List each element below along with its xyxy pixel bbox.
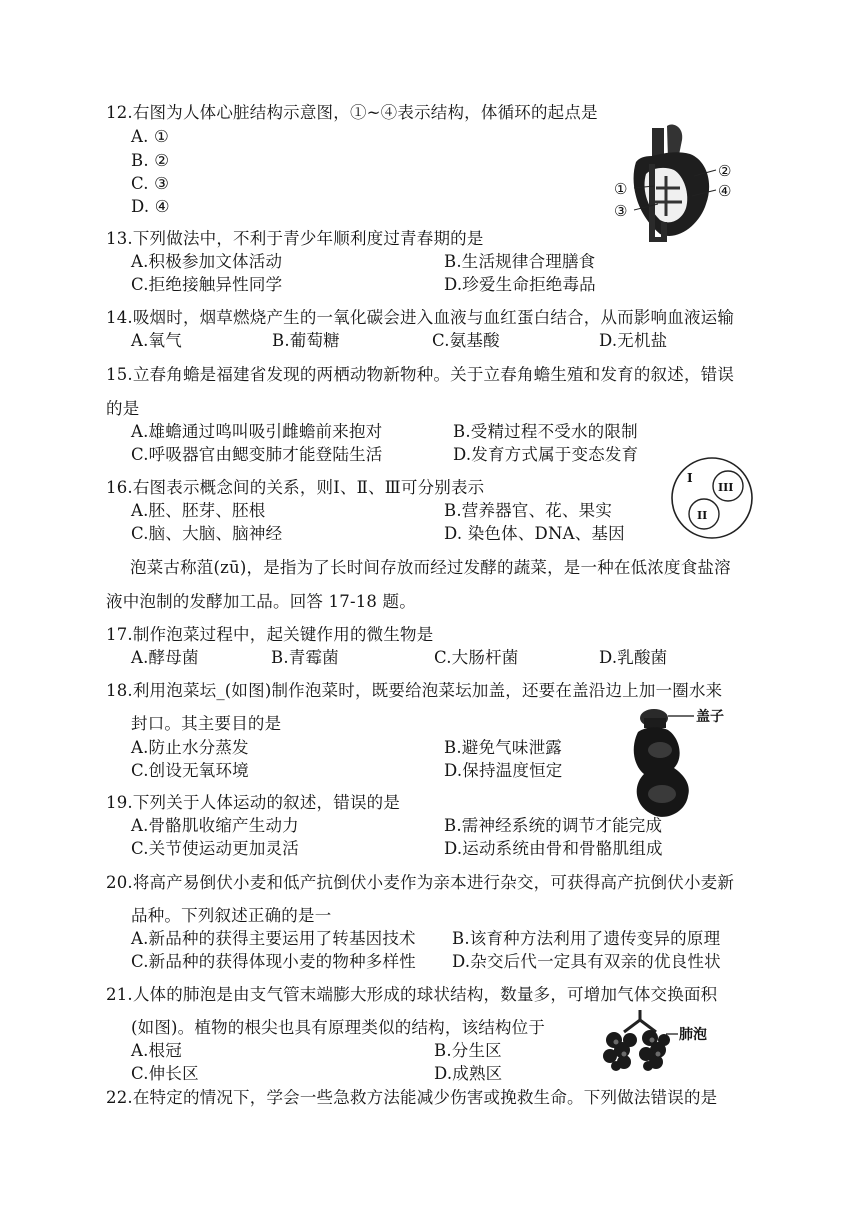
q22-stem: 22.在特定的情况下，学会一些急救方法能减少伤害或挽救生命。下列做法错误的是 <box>106 1088 718 1107</box>
q21-stem-line1: 21.人体的肺泡是由支气管末端膨大形成的球状结构，数量多，可增加气体交换面积 <box>106 985 718 1004</box>
q15-option-a: A.雄蟾通过鸣叫吸引雌蟾前来抱对 <box>131 422 383 441</box>
q12-option-d: D. ④ <box>131 197 170 216</box>
q21-option-d: D.成熟区 <box>434 1064 503 1083</box>
q21-stem-line2: (如图)。植物的根尖也具有原理类似的结构，该结构位于 <box>131 1018 546 1037</box>
q18-option-a: A.防止水分蒸发 <box>131 738 249 757</box>
circle-label-2: II <box>697 509 708 522</box>
q19-option-c: C.关节使运动更加灵活 <box>131 839 299 858</box>
passage-line2: 液中泡制的发酵加工品。回答 17-18 题。 <box>106 592 416 611</box>
q14-option-b: B.葡萄糖 <box>272 331 340 350</box>
q13-stem: 13.下列做法中，不利于青少年顺利度过青春期的是 <box>106 229 484 248</box>
lid-label: 盖子 <box>696 709 724 725</box>
q12-option-a: A. ① <box>131 127 169 146</box>
heart-marker-2: ② <box>718 162 732 180</box>
q18-stem-line2: 封口。其主要目的是 <box>131 714 282 733</box>
q15-option-d: D.发育方式属于变态发育 <box>453 445 639 464</box>
concept-circles-diagram <box>668 456 756 540</box>
q12-option-b: B. ② <box>131 151 170 170</box>
circle-label-1: I <box>687 471 693 485</box>
q17-option-b: B.青霉菌 <box>271 648 339 667</box>
q18-stem-line1: 18.利用泡菜坛_(如图)制作泡菜时，既要给泡菜坛加盖，还要在盖沿边上加一圈水来 <box>106 681 723 700</box>
passage-line1: 泡菜古称菹(zū)，是指为了长时间存放而经过发酵的蔬菜，是一种在低浓度食盐溶 <box>130 558 731 577</box>
circle-label-3: III <box>718 481 734 494</box>
q21-option-b: B.分生区 <box>434 1041 502 1060</box>
q16-option-d: D. 染色体、DNA、基因 <box>444 524 625 543</box>
q17-stem: 17.制作泡菜过程中，起关键作用的微生物是 <box>106 625 434 644</box>
q20-option-c: C.新品种的获得体现小麦的物种多样性 <box>131 952 416 971</box>
q15-stem-line1: 15.立春角蟾是福建省发现的两栖动物新物种。关于立春角蟾生殖和发育的叙述，错误 <box>106 365 735 384</box>
q13-option-a: A.积极参加文体活动 <box>131 252 283 271</box>
heart-marker-1: ① <box>614 180 628 198</box>
q15-option-c: C.呼吸器官由鳃变肺才能登陆生活 <box>131 445 383 464</box>
q14-option-c: C.氨基酸 <box>432 331 500 350</box>
q15-stem-line2: 的是 <box>106 399 140 418</box>
q16-option-c: C.脑、大脑、脑神经 <box>131 524 283 543</box>
q17-option-a: A.酵母菌 <box>131 648 199 667</box>
q20-stem-line2: 品种。下列叙述正确的是一 <box>131 906 332 925</box>
q13-option-d: D.珍爱生命拒绝毒品 <box>444 275 596 294</box>
q20-option-a: A.新品种的获得主要运用了转基因技术 <box>131 929 416 948</box>
q14-option-d: D.无机盐 <box>599 331 668 350</box>
q21-option-a: A.根冠 <box>131 1041 182 1060</box>
q17-option-c: C.大肠杆菌 <box>434 648 519 667</box>
q16-stem: 16.右图表示概念间的关系，则Ⅰ、Ⅱ、Ⅲ可分别表示 <box>106 478 485 497</box>
q16-option-a: A.胚、胚芽、胚根 <box>131 501 266 520</box>
heart-marker-3: ③ <box>614 202 628 220</box>
q21-option-c: C.伸长区 <box>131 1064 199 1083</box>
q13-option-c: C.拒绝接触异性同学 <box>131 275 283 294</box>
q16-option-b: B.营养器官、花、果实 <box>444 501 613 520</box>
q19-option-b: B.需神经系统的调节才能完成 <box>444 816 663 835</box>
q20-option-b: B.该育种方法利用了遗传变异的原理 <box>452 929 721 948</box>
q14-option-a: A.氧气 <box>131 331 182 350</box>
q18-option-d: D.保持温度恒定 <box>444 761 563 780</box>
alveoli-label: 肺泡 <box>679 1027 707 1043</box>
q13-option-b: B.生活规律合理膳食 <box>444 252 596 271</box>
q19-stem: 19.下列关于人体运动的叙述，错误的是 <box>106 793 401 812</box>
heart-marker-4: ④ <box>718 182 732 200</box>
alveoli-figure <box>600 1010 720 1072</box>
q18-option-b: B.避免气味泄露 <box>444 738 562 757</box>
pickle-jar-figure <box>630 702 746 820</box>
q12-option-c: C. ③ <box>131 174 170 193</box>
q17-option-d: D.乳酸菌 <box>599 648 668 667</box>
q15-option-b: B.受精过程不受水的限制 <box>453 422 638 441</box>
q14-stem: 14.吸烟时，烟草燃烧产生的一氧化碳会进入血液与血红蛋白结合，从而影响血液运输 <box>106 308 735 327</box>
q20-stem-line1: 20.将高产易倒伏小麦和低产抗倒伏小麦作为亲本进行杂交，可获得高产抗倒伏小麦新 <box>106 873 735 892</box>
q20-option-d: D.杂交后代一定具有双亲的优良性状 <box>452 952 721 971</box>
q18-option-c: C.创设无氧环境 <box>131 761 249 780</box>
q19-option-a: A.骨骼肌收缩产生动力 <box>131 816 299 835</box>
q19-option-d: D.运动系统由骨和骨骼肌组成 <box>444 839 663 858</box>
heart-diagram <box>612 124 744 242</box>
q12-stem: 12.右图为人体心脏结构示意图，①~④表示结构，体循环的起点是 <box>106 103 598 122</box>
